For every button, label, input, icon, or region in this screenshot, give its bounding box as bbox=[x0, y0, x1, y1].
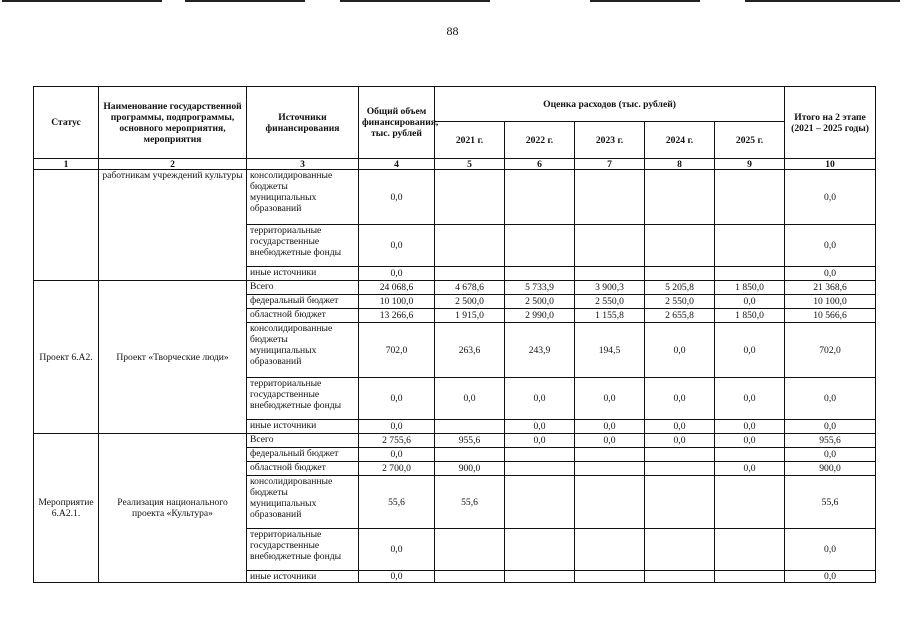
year-cell: 4 678,6 bbox=[435, 281, 505, 295]
source-cell: Всего bbox=[247, 281, 359, 295]
itogo-cell: 0,0 bbox=[785, 225, 876, 267]
budget-table bbox=[33, 86, 876, 583]
year-cell: 2 500,0 bbox=[435, 295, 505, 309]
year-cell bbox=[435, 420, 505, 434]
source-cell: территориальные государственные внебюджетные фонды bbox=[247, 225, 359, 267]
year-cell: 0,0 bbox=[645, 420, 715, 434]
col-number: 7 bbox=[575, 159, 645, 170]
total-cell: 0,0 bbox=[359, 420, 435, 434]
year-cell bbox=[505, 476, 575, 529]
year-cell: 0,0 bbox=[645, 378, 715, 420]
year-cell bbox=[715, 571, 785, 583]
itogo-cell: 0,0 bbox=[785, 571, 876, 583]
year-cell bbox=[505, 225, 575, 267]
scan-edge-line bbox=[185, 0, 305, 2]
year-cell bbox=[715, 170, 785, 225]
total-cell: 0,0 bbox=[359, 225, 435, 267]
year-cell bbox=[575, 529, 645, 571]
year-cell: 243,9 bbox=[505, 323, 575, 378]
itogo-cell: 0,0 bbox=[785, 378, 876, 420]
header-year: 2024 г. bbox=[645, 122, 715, 159]
year-cell: 5 205,8 bbox=[645, 281, 715, 295]
total-cell: 0,0 bbox=[359, 448, 435, 462]
col-number: 2 bbox=[99, 159, 247, 170]
total-cell: 55,6 bbox=[359, 476, 435, 529]
itogo-cell: 10 566,6 bbox=[785, 309, 876, 323]
year-cell bbox=[575, 448, 645, 462]
year-cell bbox=[715, 448, 785, 462]
year-cell bbox=[645, 448, 715, 462]
itogo-cell: 0,0 bbox=[785, 448, 876, 462]
year-cell: 0,0 bbox=[435, 378, 505, 420]
year-cell: 0,0 bbox=[575, 420, 645, 434]
page-number: 88 bbox=[446, 24, 459, 38]
scan-edge-line bbox=[745, 0, 900, 2]
year-cell bbox=[435, 267, 505, 281]
itogo-cell: 900,0 bbox=[785, 462, 876, 476]
year-cell: 194,5 bbox=[575, 323, 645, 378]
total-cell: 0,0 bbox=[359, 529, 435, 571]
year-cell bbox=[505, 170, 575, 225]
year-cell bbox=[435, 225, 505, 267]
source-cell: областной бюджет bbox=[247, 462, 359, 476]
year-cell bbox=[575, 571, 645, 583]
year-cell bbox=[575, 462, 645, 476]
year-cell bbox=[715, 529, 785, 571]
header-year: 2021 г. bbox=[435, 122, 505, 159]
source-cell: федеральный бюджет bbox=[247, 448, 359, 462]
year-cell: 1 850,0 bbox=[715, 309, 785, 323]
year-cell: 0,0 bbox=[715, 434, 785, 448]
status-cell: Мероприятие 6.А2.1. bbox=[34, 434, 99, 583]
year-cell bbox=[645, 267, 715, 281]
year-cell: 2 500,0 bbox=[505, 295, 575, 309]
itogo-cell: 702,0 bbox=[785, 323, 876, 378]
itogo-cell: 0,0 bbox=[785, 267, 876, 281]
year-cell bbox=[505, 462, 575, 476]
year-cell: 3 900,3 bbox=[575, 281, 645, 295]
header-year: 2023 г. bbox=[575, 122, 645, 159]
year-cell: 0,0 bbox=[505, 378, 575, 420]
header-status: Статус bbox=[34, 87, 99, 159]
scan-edge-line bbox=[340, 0, 490, 2]
total-cell: 24 068,6 bbox=[359, 281, 435, 295]
source-cell: консолидированные бюджеты муниципальных образований bbox=[247, 323, 359, 378]
scan-edge-line bbox=[590, 0, 700, 2]
year-cell: 2 550,0 bbox=[575, 295, 645, 309]
header-year: 2025 г. bbox=[715, 122, 785, 159]
year-cell: 0,0 bbox=[715, 323, 785, 378]
itogo-cell: 0,0 bbox=[785, 420, 876, 434]
year-cell bbox=[575, 267, 645, 281]
total-cell: 10 100,0 bbox=[359, 295, 435, 309]
header-itogo: Итого на 2 этапе (2021 – 2025 годы) bbox=[785, 87, 876, 159]
year-cell: 955,6 bbox=[435, 434, 505, 448]
year-cell: 55,6 bbox=[435, 476, 505, 529]
source-cell: территориальные государственные внебюджетные фонды bbox=[247, 378, 359, 420]
year-cell bbox=[645, 225, 715, 267]
year-cell bbox=[505, 529, 575, 571]
year-cell: 1 155,8 bbox=[575, 309, 645, 323]
source-cell: федеральный бюджет bbox=[247, 295, 359, 309]
col-number: 5 bbox=[435, 159, 505, 170]
itogo-cell: 0,0 bbox=[785, 170, 876, 225]
itogo-cell: 955,6 bbox=[785, 434, 876, 448]
year-cell: 1 915,0 bbox=[435, 309, 505, 323]
year-cell bbox=[575, 476, 645, 529]
source-cell: иные источники bbox=[247, 420, 359, 434]
year-cell: 2 655,8 bbox=[645, 309, 715, 323]
col-number: 3 bbox=[247, 159, 359, 170]
year-cell bbox=[505, 571, 575, 583]
source-cell: областной бюджет bbox=[247, 309, 359, 323]
header-estimate: Оценка расходов (тыс. рублей) bbox=[435, 87, 785, 122]
itogo-cell: 55,6 bbox=[785, 476, 876, 529]
year-cell: 5 733,9 bbox=[505, 281, 575, 295]
source-cell: иные источники bbox=[247, 267, 359, 281]
source-cell: Всего bbox=[247, 434, 359, 448]
year-cell bbox=[645, 529, 715, 571]
itogo-cell: 10 100,0 bbox=[785, 295, 876, 309]
source-cell: иные источники bbox=[247, 571, 359, 583]
source-cell: консолидированные бюджеты муниципальных образований bbox=[247, 170, 359, 225]
year-cell bbox=[435, 170, 505, 225]
year-cell bbox=[645, 170, 715, 225]
year-cell: 1 850,0 bbox=[715, 281, 785, 295]
itogo-cell: 0,0 bbox=[785, 529, 876, 571]
name-cell: Проект «Творческие люди» bbox=[99, 281, 247, 434]
year-cell bbox=[505, 448, 575, 462]
year-cell bbox=[575, 225, 645, 267]
status-cell bbox=[34, 170, 99, 281]
name-cell: Реализация национального проекта «Культура» bbox=[99, 434, 247, 583]
year-cell: 263,6 bbox=[435, 323, 505, 378]
year-cell: 0,0 bbox=[575, 434, 645, 448]
total-cell: 13 266,6 bbox=[359, 309, 435, 323]
year-cell: 0,0 bbox=[715, 378, 785, 420]
col-number: 1 bbox=[34, 159, 99, 170]
year-cell: 0,0 bbox=[715, 420, 785, 434]
table-row bbox=[34, 434, 876, 448]
itogo-cell: 21 368,6 bbox=[785, 281, 876, 295]
status-cell: Проект 6.А2. bbox=[34, 281, 99, 434]
year-cell bbox=[435, 529, 505, 571]
year-cell: 0,0 bbox=[505, 420, 575, 434]
col-number: 8 bbox=[645, 159, 715, 170]
scan-edge-line bbox=[2, 0, 162, 2]
year-cell: 0,0 bbox=[505, 434, 575, 448]
source-cell: территориальные государственные внебюджетные фонды bbox=[247, 529, 359, 571]
year-cell bbox=[715, 225, 785, 267]
year-cell bbox=[435, 571, 505, 583]
table-row bbox=[34, 281, 876, 295]
year-cell: 900,0 bbox=[435, 462, 505, 476]
year-cell bbox=[575, 170, 645, 225]
table-row bbox=[34, 170, 876, 225]
year-cell bbox=[645, 462, 715, 476]
col-number: 10 bbox=[785, 159, 876, 170]
header-name: Наименование государственной программы, подпрограммы, основного мероприятия, мероприятия bbox=[99, 87, 247, 159]
year-cell: 0,0 bbox=[645, 434, 715, 448]
col-number: 4 bbox=[359, 159, 435, 170]
total-cell: 702,0 bbox=[359, 323, 435, 378]
year-cell bbox=[715, 267, 785, 281]
column-number-row bbox=[34, 159, 876, 170]
year-cell bbox=[715, 476, 785, 529]
year-cell bbox=[645, 571, 715, 583]
col-number: 9 bbox=[715, 159, 785, 170]
year-cell: 0,0 bbox=[575, 378, 645, 420]
total-cell: 0,0 bbox=[359, 378, 435, 420]
total-cell: 0,0 bbox=[359, 170, 435, 225]
year-cell bbox=[505, 267, 575, 281]
year-cell: 0,0 bbox=[715, 295, 785, 309]
year-cell: 0,0 bbox=[645, 323, 715, 378]
total-cell: 0,0 bbox=[359, 267, 435, 281]
year-cell: 2 990,0 bbox=[505, 309, 575, 323]
total-cell: 0,0 bbox=[359, 571, 435, 583]
total-cell: 2 755,6 bbox=[359, 434, 435, 448]
header-total-volume: Общий объем финансирования, тыс. рублей bbox=[359, 87, 435, 159]
year-cell: 2 550,0 bbox=[645, 295, 715, 309]
year-cell bbox=[435, 448, 505, 462]
col-number: 6 bbox=[505, 159, 575, 170]
header-year: 2022 г. bbox=[505, 122, 575, 159]
year-cell bbox=[645, 476, 715, 529]
year-cell: 0,0 bbox=[715, 462, 785, 476]
header-sources: Источники финансирования bbox=[247, 87, 359, 159]
total-cell: 2 700,0 bbox=[359, 462, 435, 476]
source-cell: консолидированные бюджеты муниципальных образований bbox=[247, 476, 359, 529]
name-cell: работникам учреждений культуры bbox=[99, 170, 247, 281]
